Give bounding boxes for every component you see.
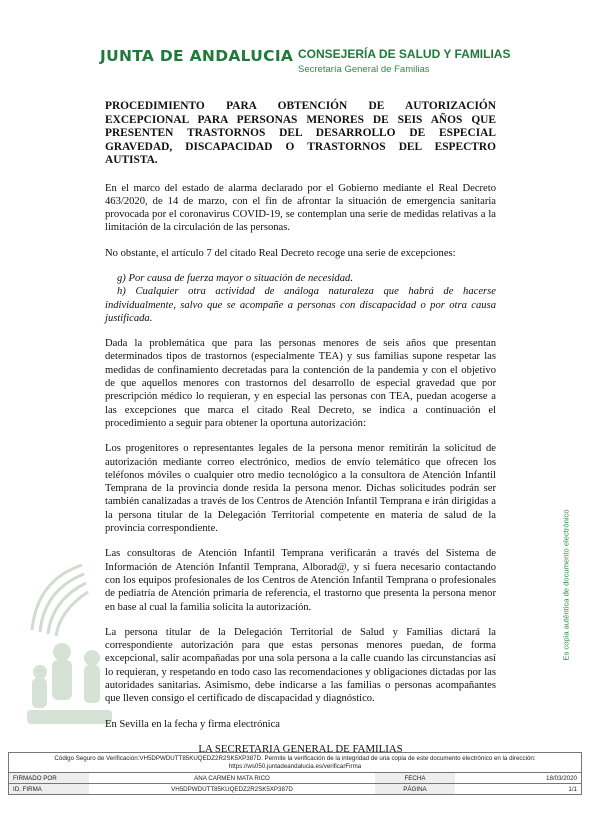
- quote-item-g: g) Por causa de fuerza mayor o situación de necesidad.: [117, 272, 353, 284]
- document-title: PROCEDIMIENTO PARA OBTENCIÓN DE AUTORIZACIÓN EXCEPCIONAL PARA PERSONAS MENORES DE SEIS AÑOS QUE PRESENTEN TRASTORNOS DEL DESARROLLO DE ESPECIAL GRAVEDAD, DISCAPACIDAD O TRASTORNOS DEL ESPECTRO AUTISTA.: [105, 100, 496, 166]
- quote-item-h: h) Cualquier otra actividad de análoga naturaleza que habrá de hacerse individualmente, salvo que se acompañe a personas con discapacidad o por otra causa justificada.: [105, 286, 496, 324]
- signed-by-value: ANA CARMEN MATA RICO: [194, 774, 270, 782]
- date-label: FECHA: [375, 773, 455, 783]
- brand-logo-text: JUNTA DE ANDALUCIA: [100, 47, 294, 65]
- signature-row: [9, 772, 581, 783]
- verification-box: [8, 752, 582, 795]
- department-header: [298, 47, 510, 75]
- paragraph-request: Los progenitores o representantes legales de la persona menor remitirán la solicitud de autorización mediante correo electrónico, medios de envío telemático que ofrecen los teléfonos móviles o cualquier otro medio tecnológico a la consultora de Atención Infantil Temprana de la provincia donde resida la persona menor. Dichas solicitudes podrán ser también canalizadas a través de los Centros de Atención Infantil Temprana e irán dirigidas a la persona titular de la Delegación Territorial competente en materia de salud de la provincia correspondiente.: [105, 443, 496, 535]
- subdepartment-name: Secretaría General de Familias: [298, 64, 430, 75]
- authentic-copy-text: Es copia auténtica de documento electrónico: [561, 509, 571, 661]
- signature-id-row: [9, 783, 581, 794]
- signed-by-label: FIRMADO POR: [9, 773, 89, 783]
- paragraph-verification: Las consultoras de Atención Infantil Temprana verificarán a través del Sistema de Información de Atención Infantil Temprana, Alborad@, y si fuera necesario contactando con los equipos profesionales de los Centros de Atención Infantil Temprana o profesionales de pediatría de Atención primaria de referencia, el trastorno que presenta la persona menor en base al cual la familia solicita la autorización.: [105, 548, 496, 613]
- andalucia-emblem-watermark: [22, 560, 117, 730]
- paragraph-context: En el marco del estado de alarma declarado por el Gobierno mediante el Real Decreto 463/2020, de 14 de marzo, con el fin de afrontar la situación de emergencia sanitaria provocada por el coronavirus COVID-19, se contemplan una serie de medidas relativas a la limitación de la circulación de las personas.: [105, 182, 496, 234]
- verification-note: Código Seguro de Verificación:VH5DPWDUTT85KUQEDZ2R2SK5XP387D. Permite la verificación de la integridad de una copia de este documento electrónico en la dirección: https://ws050.juntadeandalucia.es/verificarFirma: [54, 755, 536, 770]
- date-value: 18/03/2020: [546, 774, 577, 782]
- signature-id-value: VH5DPWDUTT85KUQEDZ2R2SK5XP387D: [171, 785, 293, 793]
- paragraph-exceptions-intro: No obstante, el artículo 7 del citado Real Decreto recoge una serie de excepciones:: [105, 247, 456, 259]
- paragraph-authorization: La persona titular de la Delegación Territorial de Salud y Familias dictará la correspondiente autorización para que estas personas menores puedan, de forma excepcional, salir acompañadas por una sola persona a la calle cuando las circunstancias así lo requieran, y respetando en todo caso las recomendaciones y obligaciones dictadas por las autoridades sanitarias. Asimismo, debe indicarse a las familias o personas acompañantes que lleven consigo el certificado de discapacidad y diagnóstico.: [105, 626, 496, 705]
- closing-line: En Sevilla en la fecha y firma electrónica: [105, 718, 281, 730]
- paragraph-problem: Dada la problemática que para las personas menores de seis años que presentan determinados tipos de trastornos (especialmente TEA) y sus familias supone respetar las medidas de confinamiento decretadas para la contención de la pandemia y con el objetivo de que aquellos menores con trastornos del desarrollo de especial gravedad que por prescripción médico lo requieran, y en especial las personas con TEA, puedan acogerse a las excepciones que marca el citado Real Decreto, se indica a continuación el procedimiento a seguir para obtener la oportuna autorización:: [105, 338, 496, 429]
- page-value: 1/1: [568, 785, 577, 793]
- legal-quote: [105, 272, 496, 325]
- page-label: PÁGINA: [375, 784, 455, 794]
- department-name: CONSEJERÍA DE SALUD Y FAMILIAS: [298, 47, 511, 61]
- signatory: LA SECRETARIA GENERAL DE FAMILIAS: [198, 742, 403, 755]
- signature-id-label: ID. FIRMA: [9, 784, 89, 794]
- document-body: [105, 100, 496, 755]
